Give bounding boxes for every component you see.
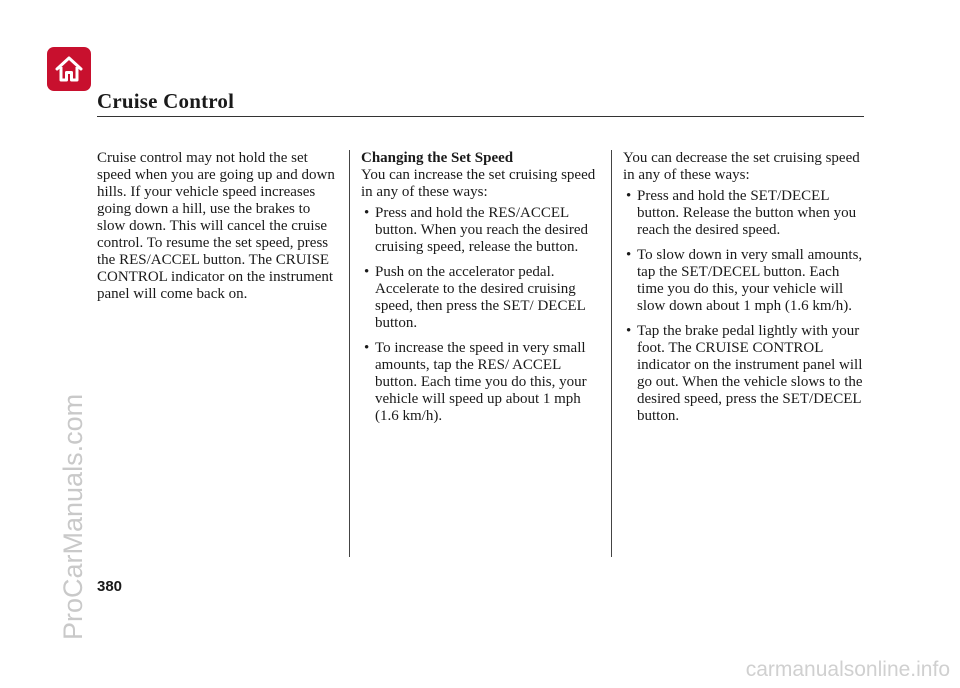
decrease-intro: You can decrease the set cruising speed in any of these ways: (623, 150, 860, 183)
decrease-list (623, 188, 866, 425)
list-item: • Press and hold the RES/ACCEL button. When you reach the desired cruising speed, release the button. (361, 205, 601, 256)
column-3 (623, 150, 866, 433)
increase-list (361, 205, 601, 425)
hill-paragraph: Cruise control may not hold the set speed when you are going up and down hills. If your vehicle speed increases going down a hill, use the brakes to slow down. This will cancel the cruise control. To resume the set speed, press the RES/ACCEL button. The CRUISE CONTROL indicator on the instrument panel will come back on. (97, 150, 335, 302)
section-title: Cruise Control (97, 89, 235, 113)
column-divider-1 (349, 150, 350, 557)
changing-speed-heading: Changing the Set Speed (361, 150, 514, 166)
home-button[interactable] (47, 47, 91, 91)
list-item: • To increase the speed in very small amounts, tap the RES/ ACCEL button. Each time you do this, your vehicle will speed up about 1 mph (1.6 km/h). (361, 340, 601, 425)
increase-intro: You can increase the set cruising speed in any of these ways: (361, 167, 596, 200)
column-divider-2 (611, 150, 612, 557)
list-item: • To slow down in very small amounts, tap the SET/DECEL button. Each time you do this, your vehicle will slow down about 1 mph (1.6 km/h). (623, 247, 866, 315)
title-divider (97, 116, 864, 117)
list-item: • Tap the brake pedal lightly with your foot. The CRUISE CONTROL indicator on the instrument panel will go out. When the vehicle slows to the desired speed, press the SET/DECEL button. (623, 323, 866, 425)
watermark-left: ProCarManuals.com (58, 393, 88, 640)
column-2 (361, 150, 601, 433)
list-item: • Push on the accelerator pedal. Accelerate to the desired cruising speed, then press the SET/ DECEL button. (361, 264, 601, 332)
list-item: • Press and hold the SET/DECEL button. Release the button when you reach the desired speed. (623, 188, 866, 239)
home-icon (54, 55, 84, 83)
page-number: 380 (97, 578, 123, 595)
watermark-bottom: carmanualsonline.info (745, 658, 950, 681)
column-1 (97, 150, 340, 303)
